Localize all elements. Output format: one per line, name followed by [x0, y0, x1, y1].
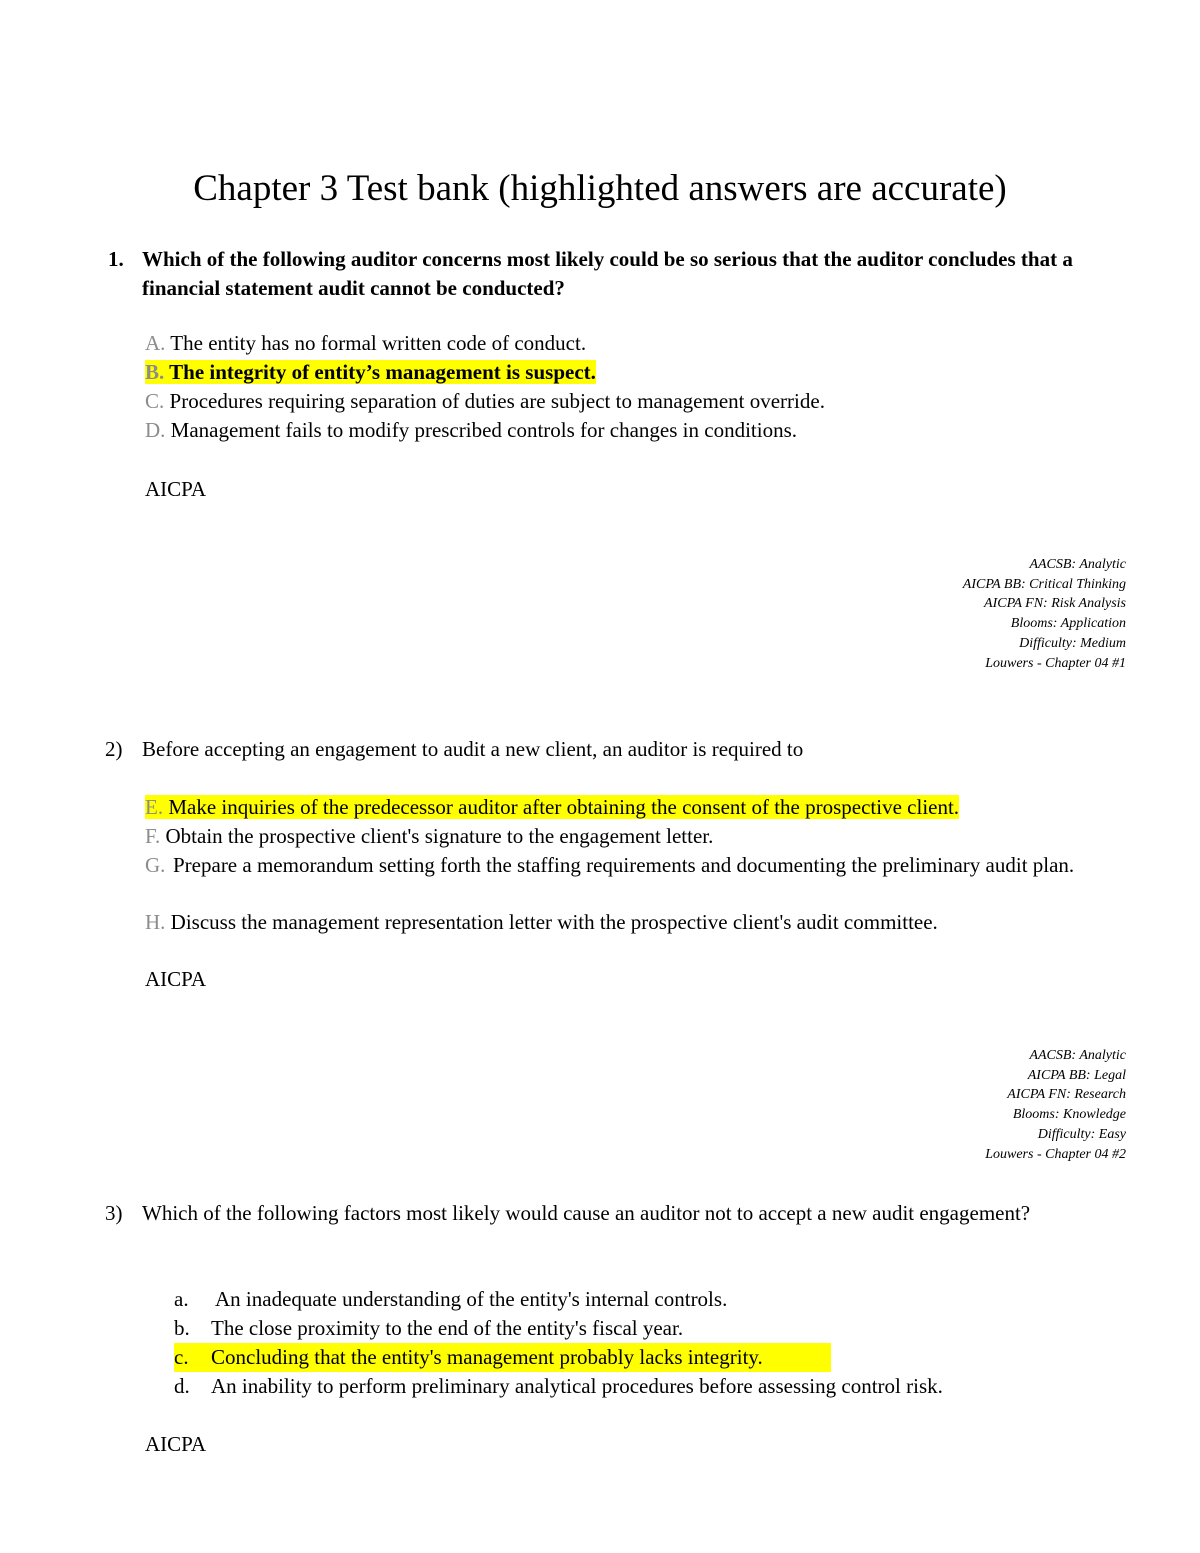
answer-option	[174, 1314, 684, 1343]
option-text: Obtain the prospective client's signature to the engagement letter.	[165, 824, 714, 848]
answer-option	[145, 908, 938, 937]
option-text: Discuss the management representation letter with the prospective client's audit committee.	[170, 910, 938, 934]
question-text: Which of the following auditor concerns most likely could be so serious that the auditor concludes that a financial statement audit cannot be conducted?	[142, 247, 1073, 300]
meta-line: Blooms: Knowledge	[1012, 1107, 1126, 1123]
option-text: Make inquiries of the predecessor auditor after obtaining the consent of the prospective client.	[168, 795, 960, 819]
meta-line: AICPA FN: Risk Analysis	[984, 596, 1126, 612]
answer-option	[145, 822, 713, 851]
option-letter: A.	[145, 331, 166, 355]
option-letter: C.	[145, 389, 165, 413]
option-letter: a.	[174, 1287, 189, 1311]
option-text: An inability to perform preliminary analytical procedures before assessing control risk.	[211, 1374, 943, 1398]
meta-line: AICPA FN: Research	[1007, 1087, 1126, 1103]
option-letter: G.	[145, 853, 166, 877]
answer-option	[145, 387, 825, 416]
option-letter: E.	[145, 795, 164, 819]
meta-line: Louwers - Chapter 04 #1	[985, 655, 1126, 671]
option-text: The close proximity to the end of the entity's fiscal year.	[211, 1316, 684, 1340]
option-text: Prepare a memorandum setting forth the staffing requirements and documenting the preliminary audit plan.	[173, 853, 1075, 877]
option-letter: H.	[145, 910, 166, 934]
meta-line: AACSB: Analytic	[1029, 557, 1126, 572]
option-text: Management fails to modify prescribed controls for changes in conditions.	[170, 418, 798, 442]
option-text: An inadequate understanding of the entity's internal controls.	[215, 1287, 728, 1311]
meta-line: Difficulty: Easy	[1037, 1126, 1126, 1142]
correct-answer-option	[174, 1343, 831, 1372]
answer-option	[145, 851, 1095, 880]
meta-line: AICPA BB: Critical Thinking	[962, 576, 1126, 592]
option-letter: D.	[145, 418, 166, 442]
question-number: 3)	[105, 1201, 123, 1225]
option-text: The integrity of entity’s management is suspect.	[169, 360, 596, 384]
meta-line: AICPA BB: Legal	[1027, 1067, 1126, 1083]
question-metadata	[726, 555, 1126, 673]
question-source: AICPA	[145, 477, 207, 501]
meta-line: Difficulty: Medium	[1019, 635, 1126, 651]
answer-option	[174, 1285, 728, 1314]
meta-line: Blooms: Application	[1010, 616, 1126, 632]
answer-option	[145, 416, 797, 445]
option-letter: B.	[145, 360, 165, 384]
answer-option	[174, 1372, 943, 1401]
option-text: Procedures requiring separation of duties are subject to management override.	[169, 389, 825, 413]
question-source: AICPA	[145, 967, 207, 991]
question-number: 1.	[108, 247, 124, 271]
question-text: Before accepting an engagement to audit a new client, an auditor is required to	[142, 737, 804, 761]
meta-line: AACSB: Analytic	[1029, 1048, 1126, 1063]
option-letter: c.	[174, 1345, 189, 1369]
correct-answer-option	[145, 358, 596, 387]
meta-line: Louwers - Chapter 04 #2	[985, 1146, 1126, 1162]
answer-option	[145, 329, 586, 358]
option-letter: d.	[174, 1374, 190, 1398]
question-metadata	[726, 1046, 1126, 1164]
correct-answer-option	[145, 793, 959, 822]
page-title: Chapter 3 Test bank (highlighted answers are accurate)	[193, 168, 1007, 209]
option-text: The entity has no formal written code of conduct.	[170, 331, 587, 355]
option-text: Concluding that the entity's management probably lacks integrity.	[211, 1345, 763, 1369]
question-source: AICPA	[145, 1432, 207, 1456]
question-text: Which of the following factors most likely would cause an auditor not to accept a new audit engagement?	[142, 1201, 1031, 1225]
option-letter: b.	[174, 1316, 190, 1340]
option-letter: F.	[145, 824, 161, 848]
question-number: 2)	[105, 737, 123, 761]
